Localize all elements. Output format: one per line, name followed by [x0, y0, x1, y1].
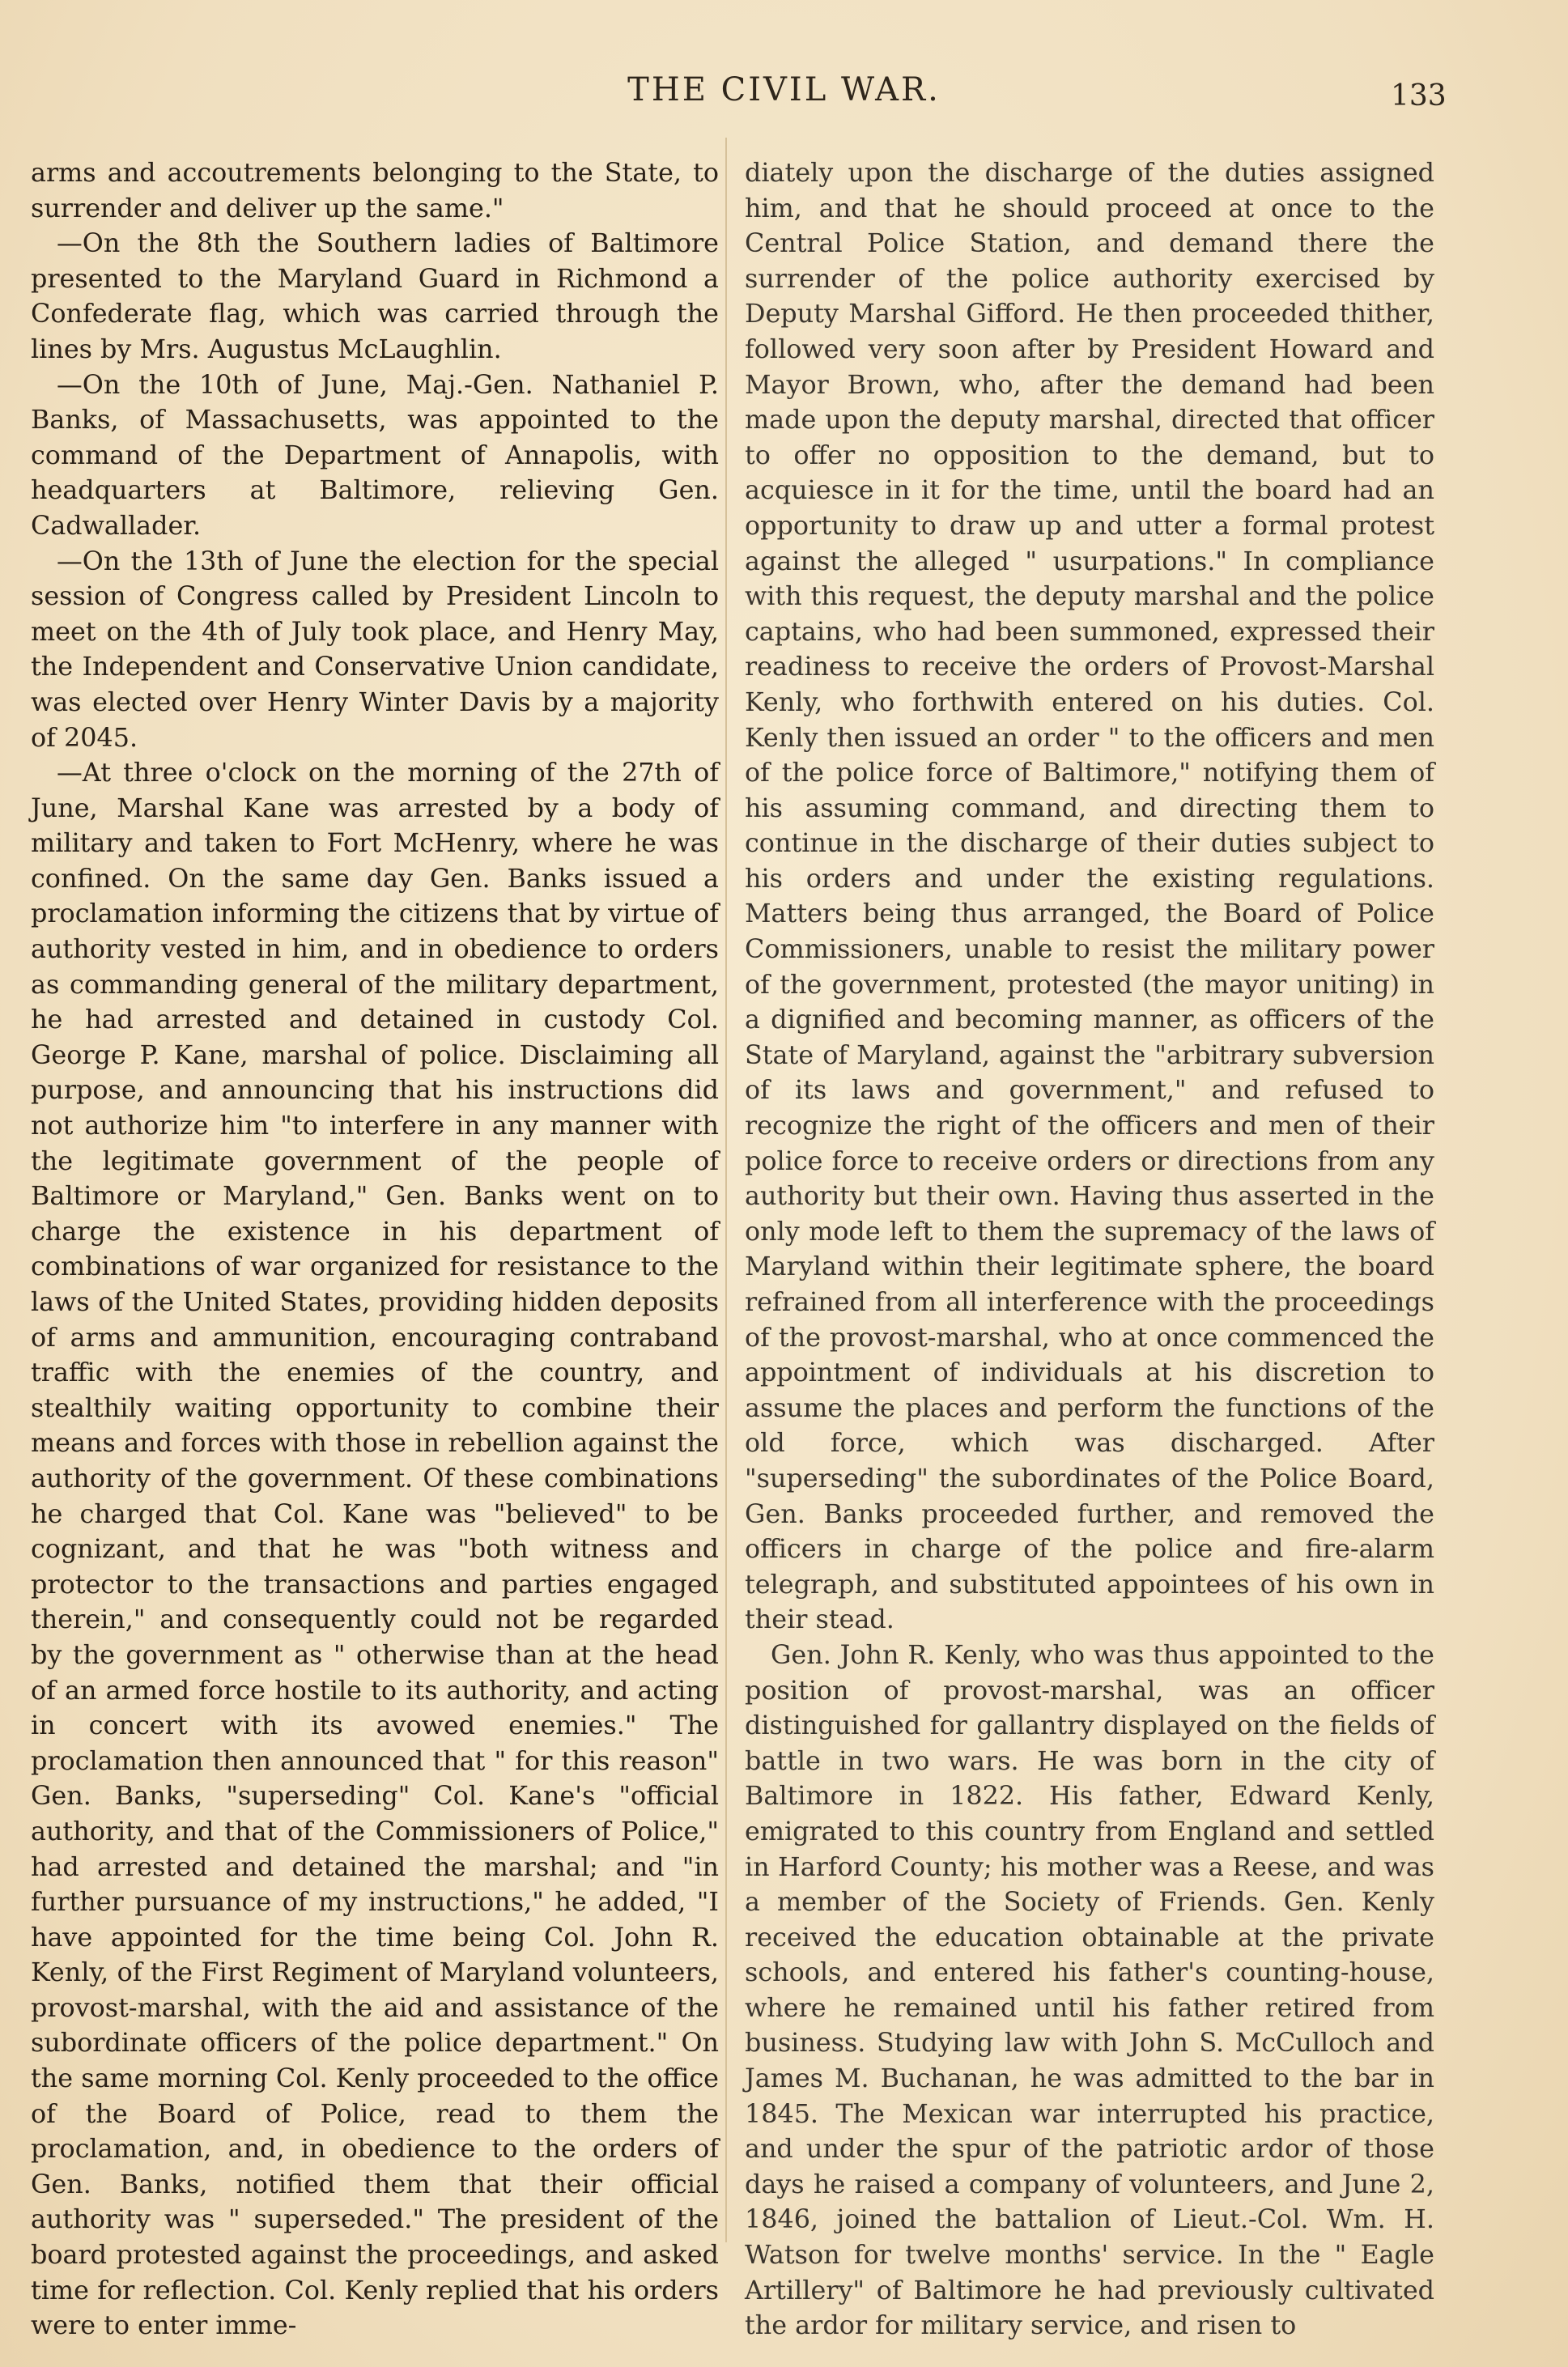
paragraph: —At three o'clock on the morning of the 27th of June, Marshal Kane was arrested by a body of military and taken to Fort McHenry, where he was confined. On the same day Gen. Banks issued a proclamation informing the citizens that by virtue of authority vested in him, and in obedience to orders as commanding general of the military department, he had arrested and detained in custody Col. George P. Kane, marshal of police. Disclaiming all purpose, and announcing that his instructions did not authorize him "to interfere in any manner with the legitimate government of the people of Baltimore or Maryland," Gen. Banks went on to charge the existence in his department of combinations of war organized for resistance to the laws of the United States, providing hidden deposits of arms and ammunition, encouraging contraband traffic with the enemies of the country, and stealthily waiting opportunity to combine their means and forces with those in rebellion against the authority of the government. Of these combinations he charged that Col. Kane was "believed" to be cognizant, and that he was "both witness and protector to the transactions and parties engaged therein," and consequently could not be regarded by the government as " otherwise than at the head of an armed force hostile to its authority, and acting in concert with its avowed enemies." The proclamation then announced that " for this reason" Gen. Banks, "superseding" Col. Kane's "official authority, and that of the Commissioners of Police," had arrested and detained the marshal; and "in further pursuance of my instructions," he added, "I have appointed for the time being Col. John R. Kenly, of the First Regiment of Maryland volunteers, provost-marshal, with the aid and assistance of the subordinate officers of the police department." On the same morning Col. Kenly proceeded to the office of the Board of Police, read to them the proclamation, and, in obedience to the orders of Gen. Banks, notified them that their official authority was " superseded." The president of the board protested against the proceedings, and asked time for reflection. Col. Kenly replied that his orders were to enter imme-	[31, 758, 719, 2341]
left-column	[31, 155, 719, 2344]
right-column	[745, 155, 1434, 2344]
paragraph: —On the 10th of June, Maj.-Gen. Nathaniel P. Banks, of Massachusetts, was appointed to the command of the Department of Annapolis, with headquarters at Baltimore, relieving Gen. Cadwallader.	[31, 369, 719, 541]
paragraph: diately upon the discharge of the duties assigned him, and that he should proceed at once to the Central Police Station, and demand there the surrender of the police authority exercised by Deputy Marshal Gifford. He then proceeded thither, followed very soon after by President Howard and Mayor Brown, who, after the demand had been made upon the deputy marshal, directed that officer to offer no opposition to the demand, but to acquiesce in it for the time, until the board had an opportunity to draw up and utter a formal protest against the alleged " usurpations." In compliance with this request, the deputy marshal and the police captains, who had been summoned, expressed their readiness to receive the orders of Provost-Marshal Kenly, who forthwith entered on his duties. Col. Kenly then issued an order " to the officers and men of the police force of Baltimore," notifying them of his assuming command, and directing them to continue in the discharge of their duties subject to his orders and under the existing regulations. Matters being thus arranged, the Board of Police Commissioners, unable to resist the military power of the government, protested (the mayor uniting) in a dignified and becoming manner, as officers of the State of Maryland, against the "arbitrary subversion of its laws and government," and refused to recognize the right of the officers and men of their police force to receive orders or directions from any authority but their own. Having thus asserted in the only mode left to them the supremacy of the laws of Maryland within their legitimate sphere, the board refrained from all interference with the proceedings of the provost-marshal, who at once commenced the appointment of individuals at his discretion to assume the places and perform the functions of the old force, which was discharged. After "superseding" the subordinates of the Police Board, Gen. Banks proceeded further, and removed the officers in charge of the police and fire-alarm telegraph, and substituted appointees of his own in their stead.	[745, 158, 1434, 1635]
paragraph: arms and accoutrements belonging to the State, to surrender and deliver up the same."	[31, 158, 719, 223]
paragraph: Gen. John R. Kenly, who was thus appointed to the position of provost-marshal, was an officer distinguished for gallantry displayed on the fields of battle in two wars. He was born in the city of Baltimore in 1822. His father, Edward Kenly, emigrated to this country from England and settled in Harford County; his mother was a Reese, and was a member of the Society of Friends. Gen. Kenly received the education obtainable at the private schools, and entered his father's counting-house, where he remained until his father retired from business. Studying law with John S. McCulloch and James M. Buchanan, he was admitted to the bar in 1845. The Mexican war interrupted his practice, and under the spur of the patriotic ardor of those days he raised a company of volunteers, and June 2, 1846, joined the battalion of Lieut.-Col. Wm. H. Watson for twelve months' service. In the " Eagle Artillery" of Baltimore he had previously cultivated the ardor for military service, and risen to	[745, 1639, 1434, 2341]
page-number: 133	[1391, 79, 1447, 113]
column-divider	[725, 138, 727, 2242]
paragraph: —On the 13th of June the election for the special session of Congress called by President Lincoln to meet on the 4th of July took place, and Henry May, the Independent and Conservative Union candidate, was elected over Henry Winter Davis by a majority of 2045.	[31, 546, 719, 753]
paragraph: —On the 8th the Southern ladies of Baltimore presented to the Maryland Guard in Richmond a Confederate flag, which was carried through the lines by Mrs. Augustus McLaughlin.	[31, 228, 719, 364]
running-title: THE CIVIL WAR.	[627, 71, 941, 108]
